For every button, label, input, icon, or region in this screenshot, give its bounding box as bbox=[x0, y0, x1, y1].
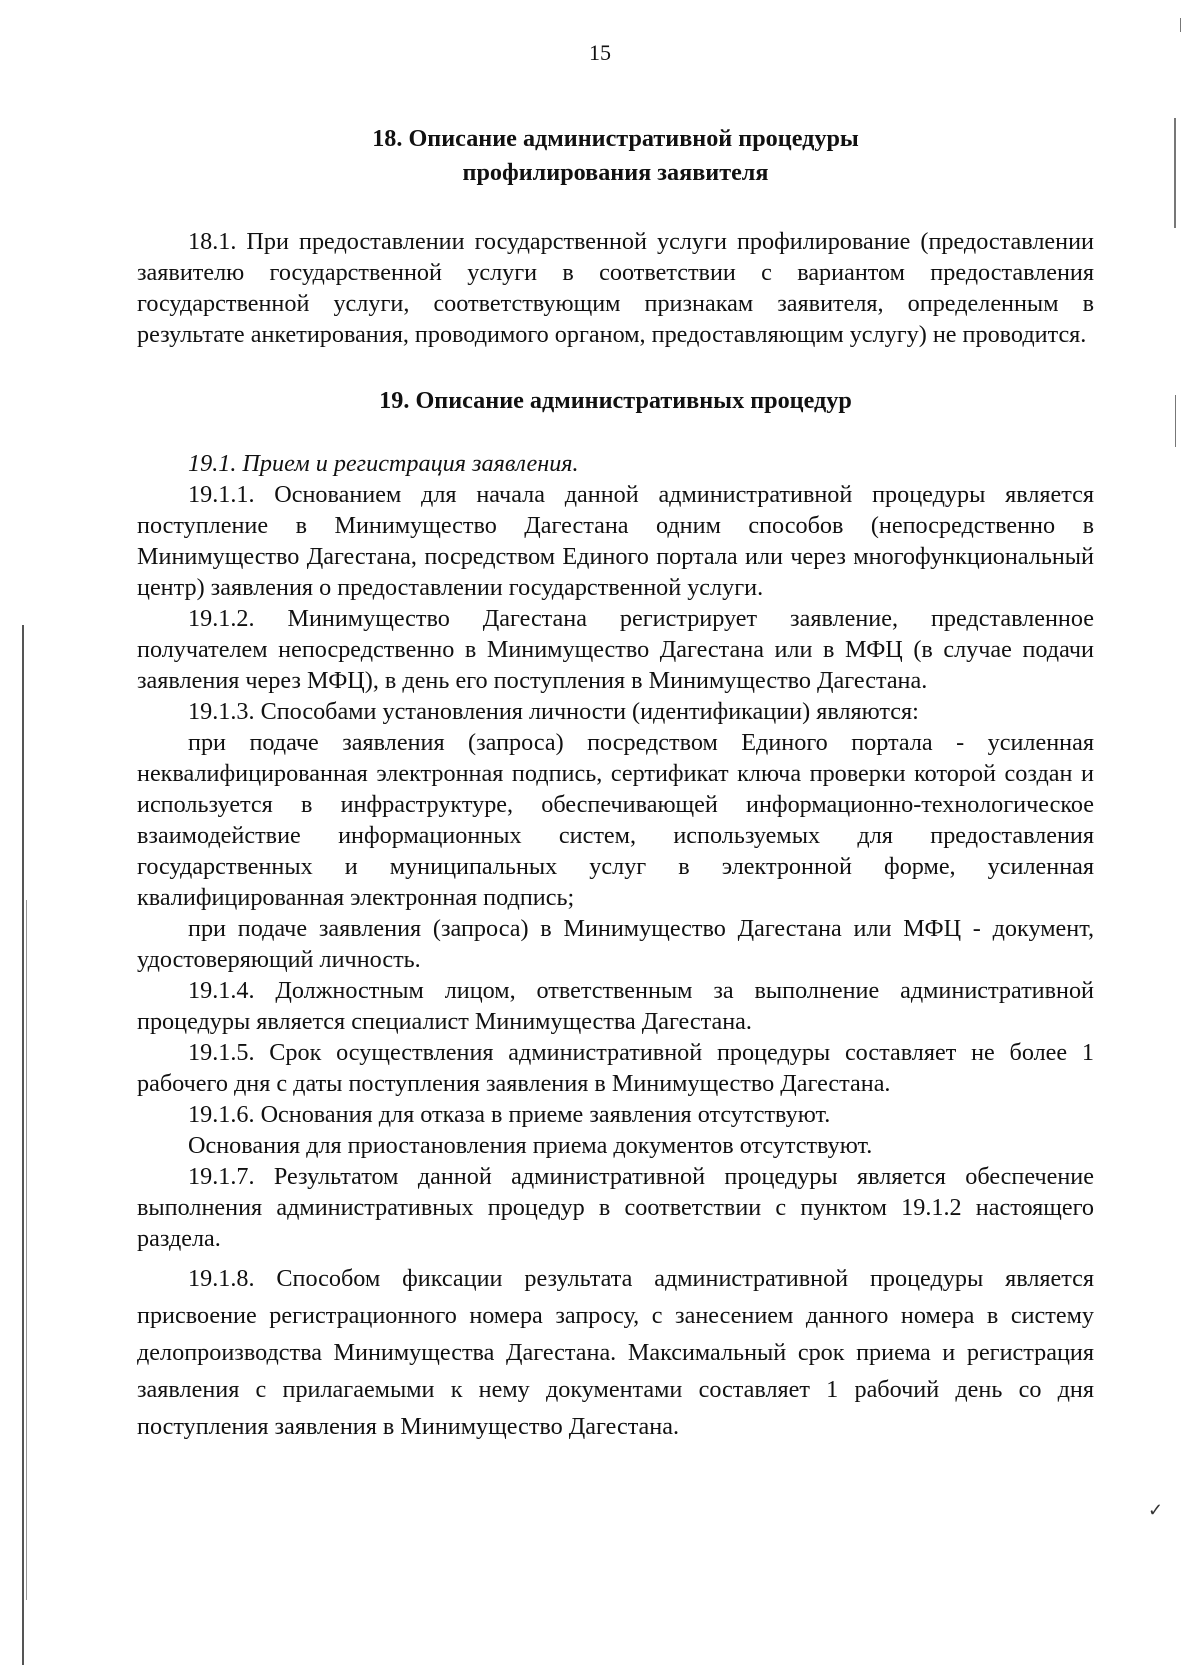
scan-edge-mark bbox=[1174, 118, 1176, 228]
scan-edge-mark bbox=[22, 625, 24, 1665]
scan-tick-mark: ✓ bbox=[1148, 1500, 1164, 1520]
paragraph-19-1-3-portal: при подаче заявления (запроса) посредством Единого портала - усиленная неквалифицированная электронная подпись, сертификат ключа проверки которой создан и используется в инфраструктуре, обеспечивающей информационно-технологическое взаимодействие информационных систем, используемых для предоставления государственных и муниципальных услуг в электронной форме, усиленная квалифицированная электронная подпись; bbox=[137, 729, 1094, 911]
paragraph-19-1-3: 19.1.3. Способами установления личности (идентификации) являются: bbox=[188, 698, 919, 725]
section-19-title: 19. Описание административных процедур bbox=[379, 387, 852, 414]
paragraph-19-1-3-office: при подаче заявления (запроса) в Минимущество Дагестана или МФЦ - документ, удостоверяющий личность. bbox=[137, 915, 1094, 973]
page-number: 15 bbox=[589, 40, 611, 65]
paragraph-19-1-7: 19.1.7. Результатом данной административной процедуры является обеспечение выполнения административных процедур в соответствии с пунктом 19.1.2 настоящего раздела. bbox=[137, 1163, 1094, 1252]
paragraph-19-1-6-suspension: Основания для приостановления приема документов отсутствуют. bbox=[188, 1132, 873, 1159]
paragraph-19-1-5: 19.1.5. Срок осуществления административной процедуры составляет не более 1 рабочего дня с даты поступления заявления в Минимущество Дагестана. bbox=[137, 1039, 1094, 1097]
paragraph-19-1-8: 19.1.8. Способом фиксации результата административной процедуры является присвоение регистрационного номера запросу, с занесением данного номера в систему делопроизводства Минимущества Дагестана. Максимальный срок приема и регистрация заявления с прилагаемыми к нему документами составляет 1 рабочий день со дня поступления заявления в Минимущество Дагестана. bbox=[137, 1265, 1094, 1440]
paragraph-19-1-4: 19.1.4. Должностным лицом, ответственным за выполнение административной процедуры является специалист Минимущества Дагестана. bbox=[137, 977, 1094, 1035]
paragraph-18-1: 18.1. При предоставлении государственной услуги профилирование (предоставлении заявителю государственной услуги в соответствии с вариантом предоставления государственной услуги, соответствующим признакам заявителя, определенным в результате анкетирования, проводимого органом, предоставляющим услугу) не проводится. bbox=[137, 228, 1094, 348]
paragraph-19-1-2: 19.1.2. Минимущество Дагестана регистрирует заявление, представленное получателем непосредственно в Минимущество Дагестана или в МФЦ (в случае подачи заявления через МФЦ), в день его поступления в Минимущество Дагестана. bbox=[137, 605, 1094, 694]
section-18-title-line-2: профилирования заявителя bbox=[462, 159, 769, 186]
scan-edge-mark bbox=[1180, 18, 1181, 32]
paragraph-19-1-6: 19.1.6. Основания для отказа в приеме заявления отсутствуют. bbox=[188, 1101, 831, 1128]
subsection-19-1-title: 19.1. Прием и регистрация заявления. bbox=[188, 450, 579, 477]
paragraph-19-1-1: 19.1.1. Основанием для начала данной административной процедуры является поступление в Минимущество Дагестана одним способов (непосредственно в Минимущество Дагестана, посредством Единого портала или через многофункциональный центр) заявления о предоставлении государственной услуги. bbox=[137, 481, 1094, 601]
scan-edge-mark bbox=[26, 900, 27, 1600]
section-18-title bbox=[137, 122, 1094, 190]
document-body bbox=[137, 122, 1094, 1445]
scan-edge-mark bbox=[1175, 395, 1176, 447]
section-18-title-line-1: 18. Описание административной процедуры bbox=[372, 125, 859, 152]
